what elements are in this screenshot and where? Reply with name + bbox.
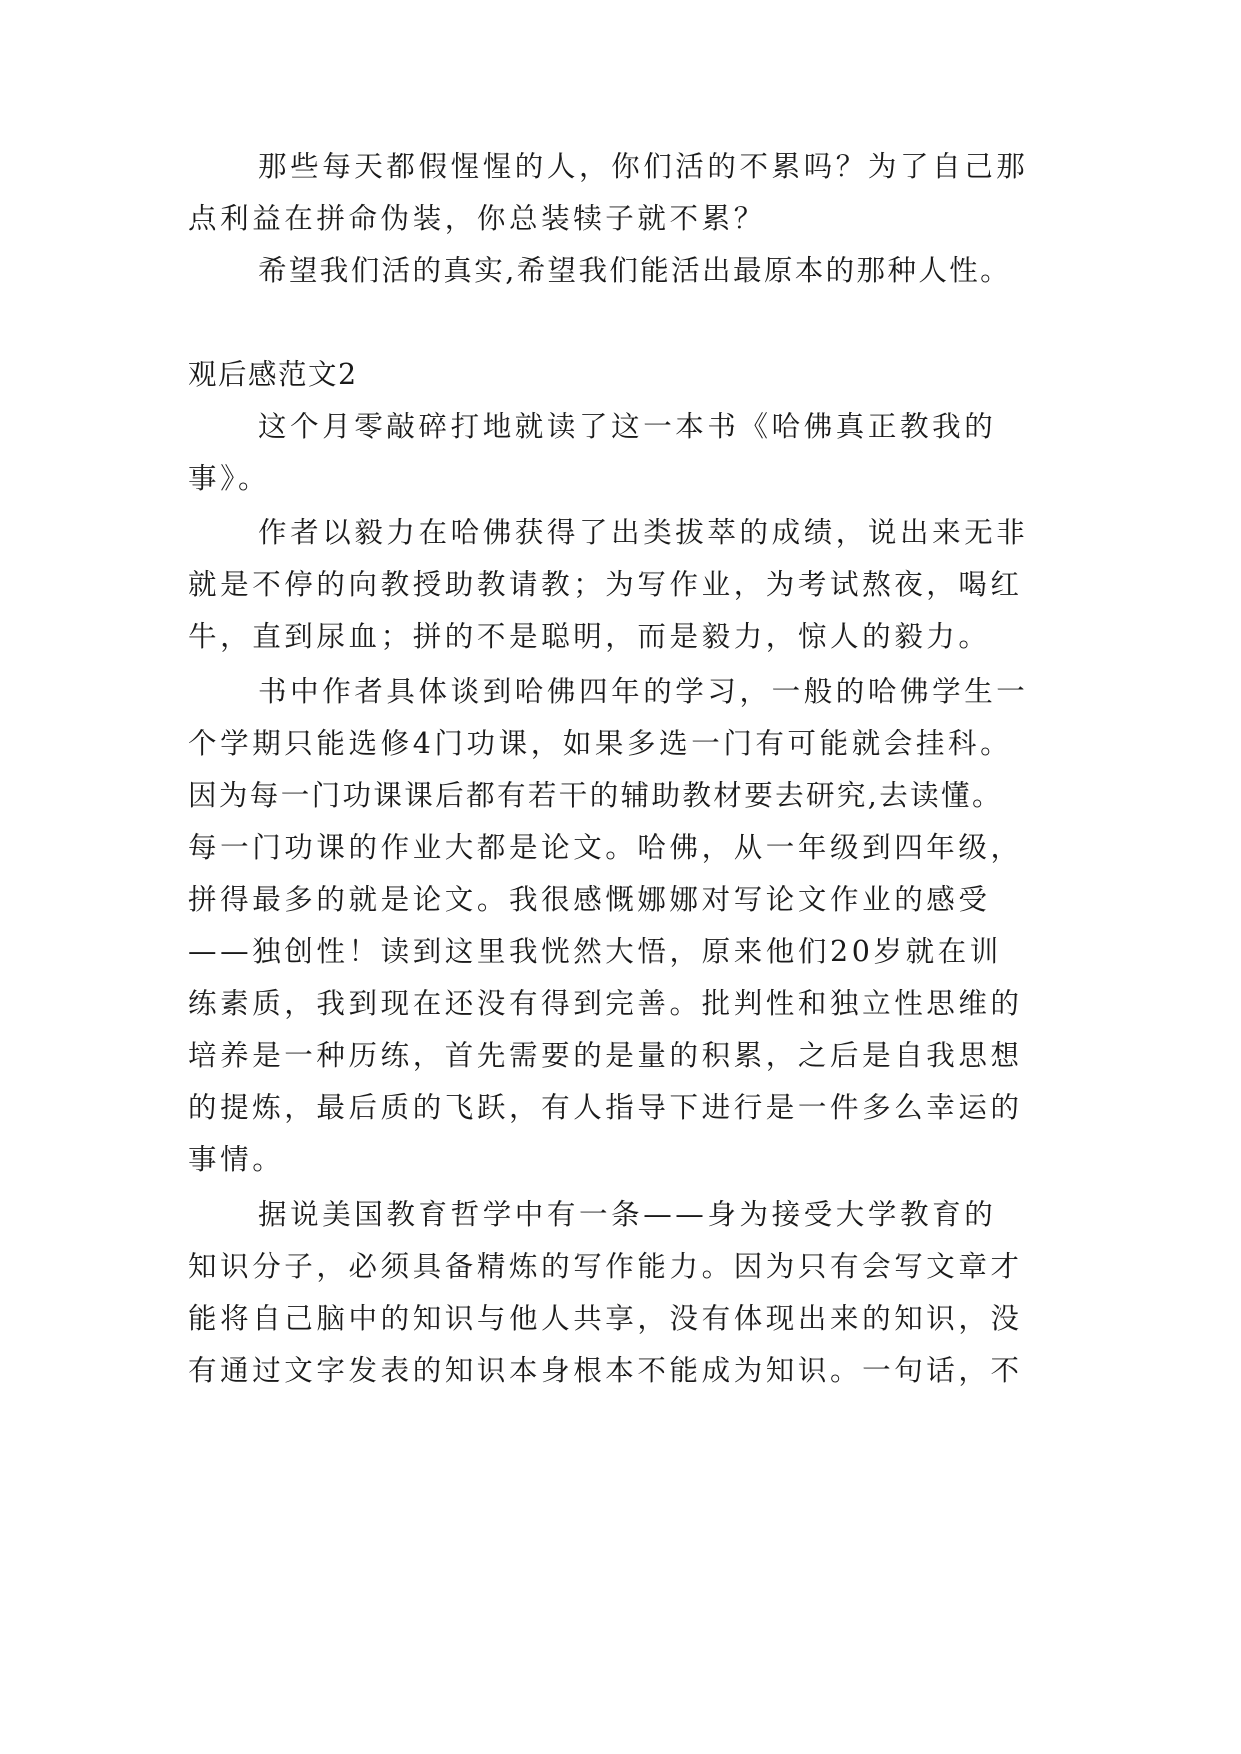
paragraph-line: 事》。 [188, 462, 271, 495]
paragraph-line: 知识分子，必须具备精炼的写作能力。因为只有会写文章才 [188, 1250, 1023, 1283]
paragraph-line: 牛，直到尿血；拼的不是聪明，而是毅力，惊人的毅力。 [188, 620, 991, 653]
paragraph-line: ——独创性！读到这里我恍然大悟，原来他们20岁就在训 [188, 935, 1002, 968]
paragraph-line: 书中作者具体谈到哈佛四年的学习，一般的哈佛学生一 [258, 675, 1029, 708]
paragraph-line: 培养是一种历练，首先需要的是量的积累，之后是自我思想 [188, 1039, 1023, 1072]
paragraph-line: 据说美国教育哲学中有一条——身为接受大学教育的 [258, 1198, 997, 1231]
paragraph-line: 这个月零敲碎打地就读了这一本书《哈佛真正教我的 [258, 410, 997, 443]
paragraph-line: 每一门功课的作业大都是论文。哈佛，从一年级到四年级， [188, 831, 1023, 864]
paragraph-line: 点利益在拼命伪装，你总装犊子就不累？ [188, 202, 766, 235]
paragraph-line: 个学期只能选修4门功课，如果多选一门有可能就会挂科。 [188, 727, 1013, 760]
paragraph-line: 练素质，我到现在还没有得到完善。批判性和独立性思维的 [188, 987, 1023, 1020]
section-title: 观后感范文2 [188, 358, 358, 391]
paragraph-line: 因为每一门功课课后都有若干的辅助教材要去研究,去读懂。 [188, 779, 1003, 812]
paragraph-line: 拼得最多的就是论文。我很感慨娜娜对写论文作业的感受 [188, 883, 991, 916]
paragraph-line: 有通过文字发表的知识本身根本不能成为知识。一句话，不 [188, 1354, 1023, 1387]
paragraph-line: 那些每天都假惺惺的人，你们活的不累吗？为了自己那 [258, 150, 1029, 183]
paragraph-line: 的提炼，最后质的飞跃，有人指导下进行是一件多么幸运的 [188, 1091, 1023, 1124]
paragraph-line: 就是不停的向教授助教请教；为写作业，为考试熬夜，喝红 [188, 568, 1023, 601]
paragraph-line: 作者以毅力在哈佛获得了出类拔萃的成绩，说出来无非 [258, 516, 1029, 549]
paragraph-line: 希望我们活的真实,希望我们能活出最原本的那种人性。 [258, 254, 1012, 287]
paragraph-line: 能将自己脑中的知识与他人共享，没有体现出来的知识，没 [188, 1302, 1023, 1335]
paragraph-line: 事情。 [188, 1143, 285, 1176]
